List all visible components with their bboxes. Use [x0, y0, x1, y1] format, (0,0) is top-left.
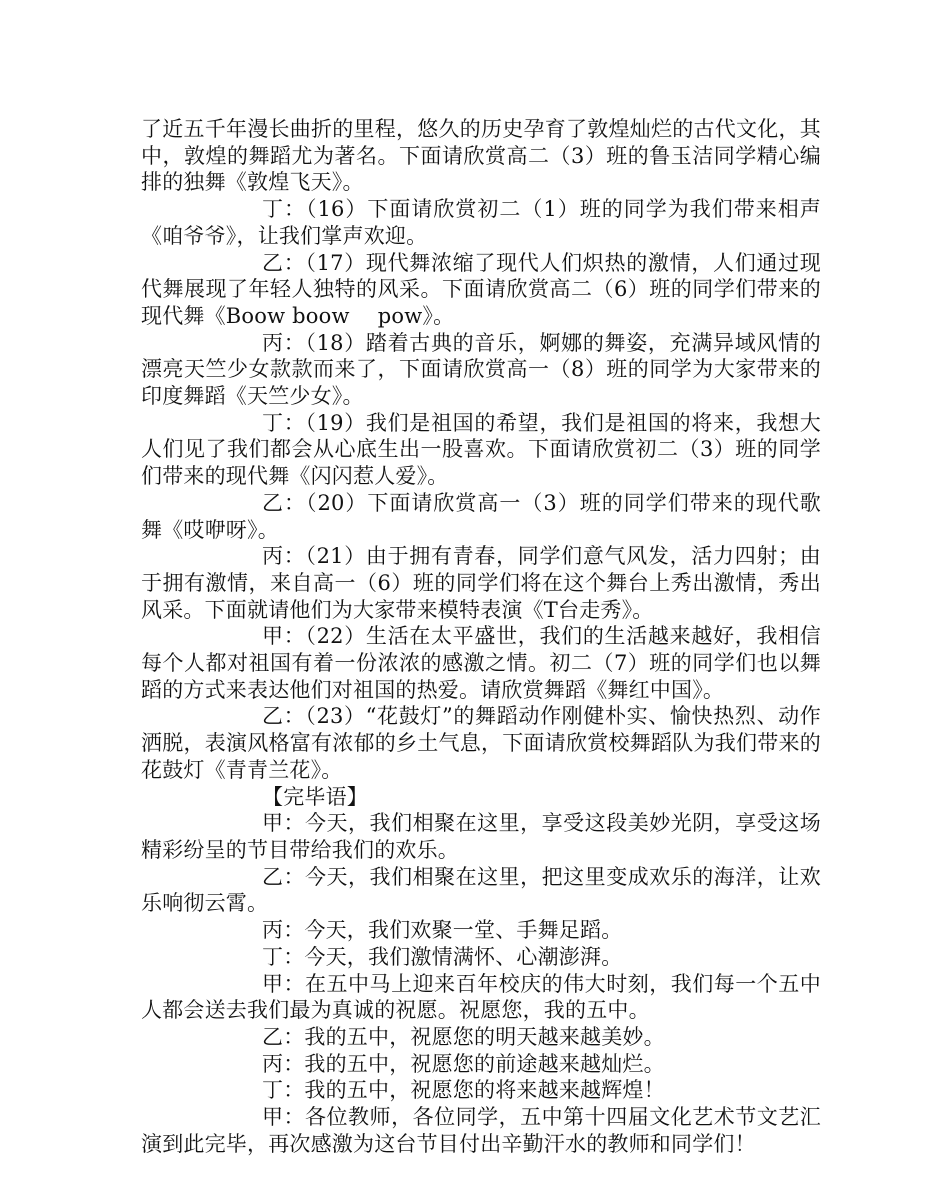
paragraph-intro-continuation: 了近五千年漫长曲折的里程，悠久的历史孕育了敦煌灿烂的古代文化，其中，敦煌的舞蹈尤为著名。下面请欣赏高二（3）班的鲁玉洁同学精心编排的独舞《敦煌飞天》。	[141, 117, 821, 195]
paragraph-yi-20: 乙：（20）下面请欣赏高一（3）班的同学们带来的现代歌舞《哎咿呀》。	[141, 490, 821, 542]
paragraph-yi-17: 乙：（17）现代舞浓缩了现代人们炽热的激情，人们通过现代舞展现了年轻人独特的风采。下面请欣赏高二（6）班的同学们带来的现代舞《Boow boow pow》。	[141, 250, 821, 328]
paragraph-closing-yi-2: 乙：我的五中，祝愿您的明天越来越美妙。	[262, 1024, 665, 1049]
paragraph-closing-jia-1: 甲：今天，我们相聚在这里，享受这段美妙光阴，享受这场精彩纷呈的节目带给我们的欢乐。	[141, 811, 821, 862]
paragraph-ding-16: 丁：（16）下面请欣赏初二（1）班的同学为我们带来相声《咱爷爷》，让我们掌声欢迎。	[141, 197, 821, 248]
paragraph-yi-23: 乙：（23）“花鼓灯”的舞蹈动作刚健朴实、愉快热烈、动作洒脱，表演风格富有浓郁的乡土气息，下面请欣赏校舞蹈队为我们带来的花鼓灯《青青兰花》。	[141, 704, 821, 782]
paragraph-bing-18: 丙：（18）踏着古典的音乐，婀娜的舞姿，充满异域风情的漂亮天竺少女款款而来了，下面请欣赏高一（8）班的同学为大家带来的印度舞蹈《天竺少女》。	[141, 330, 821, 409]
section-heading-closing: 【完毕语】	[262, 784, 368, 809]
paragraph-bing-21: 丙：（21）由于拥有青春，同学们意气风发，活力四射；由于拥有激情，来自高一（6）班的同学们将在这个舞台上秀出激情，秀出风采。下面就请他们为大家带来模特表演《T台走秀》。	[141, 544, 821, 622]
paragraph-closing-bing-1: 丙：今天，我们欢聚一堂、手舞足蹈。	[262, 918, 623, 943]
paragraph-closing-jia-3: 甲：各位教师，各位同学，五中第十四届文化艺术节文艺汇演到此完毕，再次感激为这台节目付出辛勤汗水的教师和同学们！	[141, 1105, 821, 1156]
paragraph-closing-ding-1: 丁：今天，我们激情满怀、心潮澎湃。	[262, 944, 623, 969]
paragraph-ding-19: 丁：（19）我们是祖国的希望，我们是祖国的将来，我想大人们见了我们都会从心底生出一股喜欢。下面请欣赏初二（3）班的同学们带来的现代舞《闪闪惹人爱》。	[141, 410, 821, 489]
paragraph-closing-ding-2: 丁：我的五中，祝愿您的将来越来越辉煌！	[262, 1078, 665, 1103]
paragraph-closing-jia-2: 甲：在五中马上迎来百年校庆的伟大时刻，我们每一个五中人都会送去我们最为真诚的祝愿。祝愿您，我的五中。	[141, 971, 821, 1023]
paragraph-jia-22: 甲：（22）生活在太平盛世，我们的生活越来越好，我相信每个人都对祖国有着一份浓浓的感激之情。初二（7）班的同学们也以舞蹈的方式来表达他们对祖国的热爱。请欣赏舞蹈《舞红中国》。	[141, 624, 821, 702]
paragraph-closing-yi-1: 乙：今天，我们相聚在这里，把这里变成欢乐的海洋，让欢乐响彻云霄。	[141, 864, 821, 916]
paragraph-closing-bing-2: 丙：我的五中，祝愿您的前途越来越灿烂。	[262, 1051, 665, 1076]
document-body	[141, 116, 821, 1157]
